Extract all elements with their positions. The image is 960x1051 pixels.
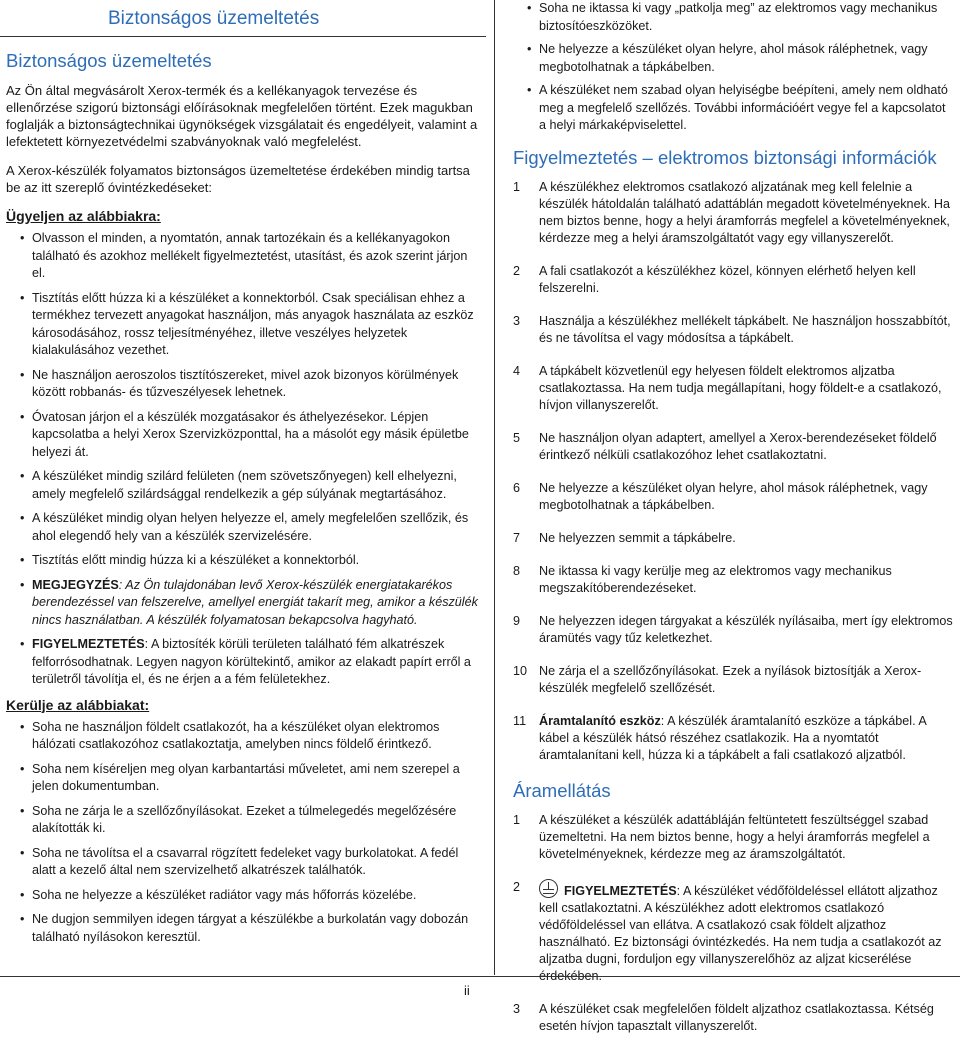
numbered-item [513, 430, 953, 464]
list-item-text: Ne használjon aeroszolos tisztítószereket, mivel azok bizonyos körülmények között robbanás- és tűzveszélyesek lehetnek. [32, 367, 459, 399]
dont-list [6, 719, 478, 947]
item-text: A tápkábelt közvetlenül egy helyesen földelt elektromos aljzatba csatlakoztassa. Ha nem tudja megállapítani, hogy földelt-e a csatlakozó, hívjon villanyszerelőt. [539, 363, 942, 412]
item-text: : A készülék áramtalanító eszköze a tápkábel. A kábel a készülék hátsó részéhez csatlakozik. Ha a nyomtatót áramtalanítani kell, húzza ki a tápkábelt a fali csatlakozó aljzatból. [539, 713, 927, 762]
bullet-icon: • [20, 409, 25, 424]
footer-rule [0, 976, 960, 977]
item-number: 11 [513, 713, 527, 728]
page-header-title: Biztonságos üzemeltetés [108, 8, 320, 29]
bullet-icon: • [20, 553, 25, 567]
left-column [6, 50, 478, 954]
item-text: Használja a készülékhez mellékelt tápkábelt. Ne használjon hosszabbítót, és ne távolítsa el vagy módosítsa a tápkábelt. [539, 313, 951, 345]
item-number: 3 [513, 313, 521, 328]
do-list [6, 230, 478, 689]
item-number: 7 [513, 530, 521, 545]
item-label: Áramtalanító eszköz [539, 713, 661, 728]
list-item [6, 911, 478, 946]
bullet-icon: • [527, 42, 532, 56]
list-item [6, 409, 478, 462]
list-item [6, 290, 478, 360]
numbered-item [513, 363, 953, 414]
numbered-item [513, 563, 953, 597]
ground-symbol-icon [539, 879, 558, 898]
continued-list [513, 0, 953, 135]
list-item-text: A készüléket mindig szilárd felületen (nem szövetszőnyegen) kell elhelyezni, amely megfelelő szilárdsággal rendelkezik a gép súlyának megtartásához. [32, 469, 457, 501]
list-item-text: A készüléket nem szabad olyan helyiségbe beépíteni, amely nem oldható meg a megfelelő szellőzés. További információért vegye fel a kapcsolatot a helyi márkaképviselettel. [539, 83, 948, 132]
item-number: 9 [513, 613, 521, 628]
bullet-icon: • [20, 231, 25, 245]
item-number: 8 [513, 563, 521, 578]
numbered-item [513, 480, 953, 514]
right-column [513, 0, 953, 1051]
note-label: MEGJEGYZÉS [32, 577, 119, 592]
bullet-icon: • [20, 469, 25, 483]
item-number: 3 [513, 1001, 521, 1016]
item-text: : A készüléket védőföldeléssel ellátott aljzathoz kell csatlakoztatni. A készülékhez adott elektromos csatlakozó védőföldeléssel van ellátva. A csatlakozó csak földelt aljzathoz használható. Ez biztonsági óvintézkedés. Ha nem tudja a csatlakozót az aljzatba dugni, forduljon egy villanyszerelőhöz az aljzat kicserélése érdekében. [539, 883, 942, 983]
numbered-item [513, 1001, 953, 1035]
list-item [6, 230, 478, 283]
numbered-item [513, 879, 953, 985]
numbered-item [513, 812, 953, 863]
list-item [513, 0, 953, 35]
bullet-icon: • [20, 577, 25, 592]
numbered-item [513, 530, 953, 547]
list-item [6, 367, 478, 402]
bullet-icon: • [20, 637, 25, 651]
column-separator [494, 0, 495, 975]
list-item-text: A készüléket mindig olyan helyen helyezze el, amely megfelelően szellőzik, és ahol elegendő hely van a készülék szervizelésére. [32, 511, 469, 543]
item-number: 2 [513, 879, 521, 894]
list-item-text: Soha ne zárja le a szellőzőnyílásokat. Ezeket a túlmelegedés megelőzésére alakították ki. [32, 803, 457, 835]
bullet-icon: • [20, 912, 25, 926]
warning-label: FIGYELMEZTETÉS [32, 637, 145, 651]
list-item-text: Olvasson el minden, a nyomtatón, annak tartozékain és a kellékanyagokon található és azokhoz mellékelt figyelmeztetést, utasítást, és azok szerint járjon el. [32, 231, 468, 280]
list-item [6, 845, 478, 880]
item-text: Ne helyezzen semmit a tápkábelre. [539, 530, 736, 545]
note-text: : Az Ön tulajdonában levő Xerox-készülék energiatakarékos berendezéssel van felszerelve, amellyel energiát takarít meg, amikor a készülék nincs használatban. A készülék folyamatosan bekapcsolva hagyható. [32, 577, 478, 627]
item-text: Ne zárja el a szellőzőnyílásokat. Ezek a nyílások biztosítják a Xerox-készülék megfelelő szellőzését. [539, 663, 922, 695]
bullet-icon: • [20, 511, 25, 525]
numbered-item [513, 313, 953, 347]
list-item-text: Ne dugjon semmilyen idegen tárgyat a készülékbe a burkolatán vagy dobozán található nyílásokon keresztül. [32, 912, 469, 944]
item-text: A fali csatlakozót a készülékhez közel, könnyen elérhető helyen kell felszerelni. [539, 263, 916, 295]
bullet-icon: • [20, 845, 25, 860]
list-item-text: Tisztítás előtt mindig húzza ki a készüléket a konnektorból. [32, 553, 360, 567]
item-number: 5 [513, 430, 521, 445]
item-text: Ne használjon olyan adaptert, amellyel a Xerox-berendezéseket földelő érintkező nélküli csatlakozóhoz lehet csatlakoztatni. [539, 430, 937, 462]
item-text: A készüléket a készülék adattábláján feltüntetett feszültséggel szabad üzemeltetni. Ha nem biztos benne, hogy a helyi áramforrás megfelel a követelményeknek, kérdezze meg az áramszolgáltatót. [539, 812, 930, 861]
intro-paragraph-2: A Xerox-készülék folyamatos biztonságos üzemeltetése érdekében mindig tartsa be az itt szereplő óvintézkedéseket: [6, 163, 470, 195]
item-text: Ne iktassa ki vagy kerülje meg az elektromos vagy mechanikus megszakítóberendezéseket. [539, 563, 892, 595]
page-number: ii [464, 983, 470, 998]
electrical-safety-title: Figyelmeztetés – elektromos biztonsági információk [513, 146, 937, 168]
numbered-item [513, 179, 953, 247]
numbered-item [513, 613, 953, 647]
list-item [6, 468, 478, 503]
bullet-icon: • [20, 719, 25, 734]
note-item [6, 577, 478, 630]
numbered-item [513, 713, 953, 764]
list-item-text: Soha ne helyezze a készüléket radiátor vagy más hőforrás közelébe. [32, 887, 417, 902]
item-number: 2 [513, 263, 521, 278]
item-label: FIGYELMEZTETÉS [564, 883, 677, 898]
item-number: 1 [513, 179, 521, 194]
item-number: 6 [513, 480, 521, 495]
dont-heading: Kerülje az alábbiakat: [6, 696, 150, 713]
list-item [6, 761, 478, 796]
item-text: Ne helyezze a készüléket olyan helyre, ahol mások ráléphetnek, vagy megbotolhatnak a tápkábelben. [539, 480, 928, 512]
do-heading: Ügyeljen az alábbiakra: [6, 208, 161, 224]
bullet-icon: • [20, 761, 25, 776]
warning-text: : A biztosíték körüli területen található fém alkatrészek felforrósodhatnak. Legyen nagyon körültekintő, amikor az elakadt papírt erről a területről távolítja el, és ne érjen a a fém felületekhez. [32, 637, 471, 686]
list-item [6, 719, 478, 754]
intro-paragraph-1: Az Ön által megvásárolt Xerox-termék és a kellékanyagok tervezése és ellenőrzése szigorú biztonsági előírásoknak megfelelően történt. Ezek magukban foglalják a biztonságtechnikai ügynökségek vizsgálatait és engedélyeit, valamint a lefektetett környezetvédelmi szabványoknak való megfelelést. [6, 83, 478, 149]
bullet-icon: • [527, 1, 532, 15]
power-supply-title: Áramellátás [513, 779, 611, 801]
item-number: 1 [513, 812, 521, 827]
bullet-icon: • [527, 83, 532, 97]
list-item-text: Ne helyezze a készüléket olyan helyre, ahol mások ráléphetnek, vagy megbotolhatnak a tápkábelben. [539, 42, 928, 74]
power-supply-list [513, 812, 953, 1035]
item-text: Ne helyezzen idegen tárgyakat a készülék nyílásaiba, mert így elektromos áramütés vagy tűz keletkezhet. [539, 613, 953, 645]
list-item-text: Soha ne használjon földelt csatlakozót, ha a készüléket olyan elektromos hálózati csatlakozóhoz csatlakoztatja, amelyben nincs földelő érintkező. [32, 719, 440, 751]
list-item-text: Óvatosan járjon el a készülék mozgatásakor és áthelyezésekor. Lépjen kapcsolatba a helyi Xerox Szervizközponttal, ha a másolót egy másik épületbe helyezi át. [32, 409, 469, 459]
bullet-icon: • [20, 367, 25, 382]
list-item [6, 510, 478, 545]
item-text: A készüléket csak megfelelően földelt aljzathoz csatlakoztassa. Kétség esetén hívjon tapasztalt villanyszerelőt. [539, 1001, 934, 1033]
warning-item [6, 636, 478, 689]
section-title: Biztonságos üzemeltetés [6, 50, 212, 71]
bullet-icon: • [20, 290, 25, 305]
bullet-icon: • [20, 887, 25, 902]
header-rule [0, 36, 486, 37]
numbered-item [513, 663, 953, 697]
list-item-text: Soha ne távolítsa el a csavarral rögzített fedeleket vagy burkolatokat. A fedél alatt a kezelő által nem szervizelhető alkatrészek találhatók. [32, 845, 459, 877]
bullet-icon: • [20, 803, 25, 818]
item-number: 4 [513, 363, 521, 378]
list-item-text: Tisztítás előtt húzza ki a készüléket a konnektorból. Csak speciálisan ehhez a termékhez tervezett anyagokat használjon, más anyagok használata az eszköz károsodásához, rossz teljesítményéhez, illetve veszélyes helyzetek kialakulásához vezethet. [32, 290, 474, 357]
item-number: 10 [513, 663, 528, 678]
list-item [6, 552, 478, 570]
numbered-item [513, 263, 953, 297]
list-item [513, 82, 953, 135]
list-item [6, 887, 478, 905]
list-item-text: Soha ne iktassa ki vagy „patkolja meg” az elektromos vagy mechanikus biztosítóeszközöket. [539, 1, 938, 33]
list-item-text: Soha nem kíséreljen meg olyan karbantartási műveletet, ami nem szerepel a jelen dokumentumban. [32, 761, 460, 793]
item-text: A készülékhez elektromos csatlakozó aljzatának meg kell felelnie a készülék hátoldalán található adattáblán megadott követelményeknek. Ha nem biztos benne, hogy a helyi áramforrás megfelel a követelményeknek, kérdezze meg a helyi áramszolgáltatót vagy egy villanyszerelőt. [539, 179, 950, 245]
electrical-safety-list [513, 179, 953, 764]
list-item [6, 803, 478, 838]
list-item [513, 41, 953, 76]
